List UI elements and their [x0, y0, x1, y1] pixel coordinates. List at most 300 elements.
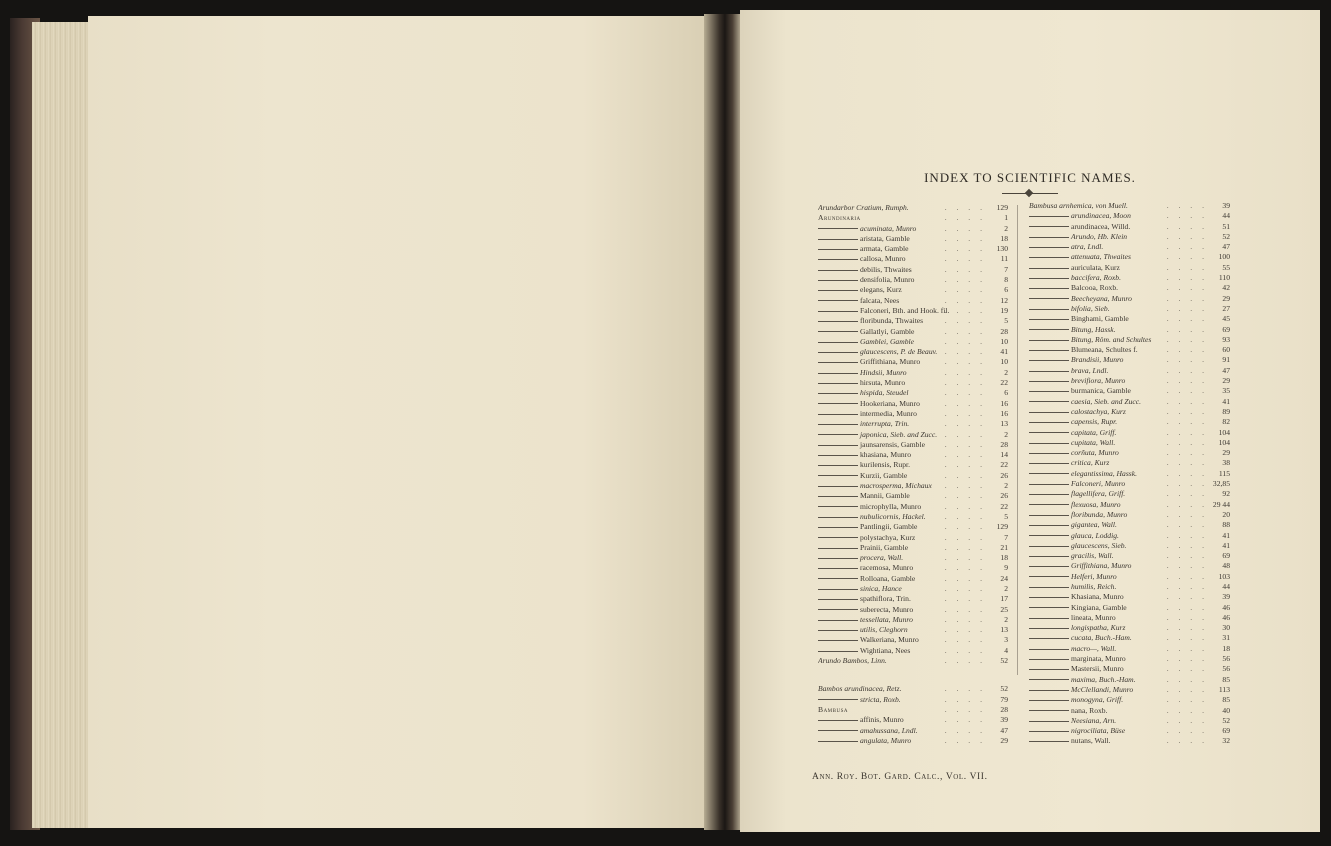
- index-entry: [1029, 706, 1230, 716]
- index-entry: [818, 605, 1008, 615]
- page-number: 1: [1004, 213, 1008, 223]
- leader-dots: . . . .: [1166, 684, 1208, 694]
- index-entry: [818, 625, 1008, 635]
- ditto-dash: [1029, 535, 1069, 536]
- index-entry: [1029, 572, 1230, 582]
- page-number: 10: [1000, 336, 1008, 346]
- page-number: 41: [1000, 347, 1008, 357]
- page-number: 28: [1000, 704, 1008, 714]
- leader-dots: . . . .: [944, 419, 986, 429]
- index-entry: [1029, 263, 1230, 273]
- ditto-dash: [818, 630, 858, 631]
- ditto-dash: [1029, 412, 1069, 413]
- index-entry: [818, 430, 1008, 440]
- index-entry: [1029, 623, 1230, 633]
- entry-name: Arundo, Hb. Klein: [1071, 231, 1128, 241]
- page-number: 46: [1222, 602, 1230, 612]
- index-entry: [1029, 335, 1230, 345]
- page-number: 4: [1004, 645, 1008, 655]
- entry-name: Balcooa, Roxb.: [1071, 283, 1119, 293]
- ditto-dash: [1029, 607, 1069, 608]
- page-number: 5: [1004, 511, 1008, 521]
- entry-name: baccifera, Roxb.: [1071, 273, 1121, 283]
- leader-dots: . . . .: [1166, 365, 1208, 375]
- leader-dots: . . . .: [944, 725, 986, 735]
- index-entry: [818, 574, 1008, 584]
- page-number: 27: [1222, 303, 1230, 313]
- page-number: 38: [1222, 458, 1230, 468]
- page-number: 17: [1000, 594, 1008, 604]
- page-number: 22: [1000, 460, 1008, 470]
- leader-dots: . . . .: [944, 522, 986, 532]
- page-number: 47: [1000, 725, 1008, 735]
- leader-dots: . . . .: [944, 656, 986, 666]
- page-number: 41: [1222, 396, 1230, 406]
- page-number: 56: [1222, 654, 1230, 664]
- entry-name: Falconeri, Bth. and Hook. fil.: [860, 305, 950, 315]
- ditto-dash: [818, 280, 858, 281]
- index-entry: [818, 234, 1008, 244]
- right-page: [740, 10, 1320, 832]
- entry-name: maxima, Buch.-Ham.: [1071, 674, 1136, 684]
- entry-name: McClellandi, Munro: [1071, 684, 1134, 694]
- entry-name: Hindsii, Munro: [860, 367, 907, 377]
- entry-name: Beecheyana, Munro: [1071, 293, 1132, 303]
- ditto-dash: [1029, 741, 1069, 742]
- index-entry: [1029, 500, 1230, 510]
- index-entry: [818, 275, 1008, 285]
- page-number: 18: [1222, 643, 1230, 653]
- index-entry: [1029, 582, 1230, 592]
- index-entry: [818, 440, 1008, 450]
- leader-dots: . . . .: [1166, 509, 1208, 519]
- ditto-dash: [1029, 340, 1069, 341]
- entry-name: spathiflora, Trin.: [860, 594, 911, 604]
- page-number: 9: [1004, 563, 1008, 573]
- ditto-dash: [818, 568, 858, 569]
- ditto-dash: [1029, 710, 1069, 711]
- leader-dots: . . . .: [944, 481, 986, 491]
- leader-dots: . . . .: [1166, 262, 1208, 272]
- entry-name: gigantea, Wall.: [1071, 520, 1117, 530]
- page-number: 32,85: [1212, 479, 1230, 489]
- leader-dots: . . . .: [1166, 633, 1208, 643]
- page-number: 2: [1004, 429, 1008, 439]
- ditto-dash: [818, 352, 858, 353]
- leader-dots: . . . .: [1166, 623, 1208, 633]
- page-number: 39: [1222, 201, 1230, 210]
- entry-name: attenuata, Thwaites: [1071, 252, 1131, 262]
- ditto-dash: [818, 640, 858, 641]
- entry-name: nutans, Wall.: [1071, 736, 1111, 746]
- ditto-dash: [1029, 659, 1069, 660]
- page-number: 39: [1000, 715, 1008, 725]
- page-number: 104: [1218, 427, 1230, 437]
- entry-name: Griffithiana, Munro: [860, 357, 921, 367]
- entry-name: Hookeriana, Munro: [860, 398, 920, 408]
- entry-name: racemosa, Munro: [860, 563, 914, 573]
- leader-dots: . . . .: [1166, 705, 1208, 715]
- ditto-dash: [1029, 463, 1069, 464]
- leader-dots: . . . .: [944, 264, 986, 274]
- index-entry: [1029, 438, 1230, 448]
- page-number: 31: [1222, 633, 1230, 643]
- entry-name: macrosperma, Michaux: [860, 481, 932, 491]
- index-entry: [1029, 510, 1230, 520]
- index-entry: [818, 684, 1008, 694]
- ditto-dash: [1029, 473, 1069, 474]
- entry-name: flexuosa, Munro: [1071, 499, 1121, 509]
- leader-dots: . . . .: [1166, 201, 1208, 210]
- entry-name: Gallatlyi, Gamble: [860, 326, 915, 336]
- index-entry: [818, 316, 1008, 326]
- entry-name: sinica, Hance: [860, 583, 902, 593]
- ditto-dash: [818, 373, 858, 374]
- leader-dots: . . . .: [944, 715, 986, 725]
- index-entry: [818, 543, 1008, 553]
- page-number: 104: [1218, 437, 1230, 447]
- leader-dots: . . . .: [1166, 448, 1208, 458]
- page-number: 69: [1222, 551, 1230, 561]
- ditto-dash: [1029, 679, 1069, 680]
- page-number: 85: [1222, 695, 1230, 705]
- entry-name: burmanica, Gamble: [1071, 386, 1131, 396]
- index-entry: [818, 265, 1008, 275]
- index-entry: [1029, 355, 1230, 365]
- entry-name: capensis, Rupr.: [1071, 417, 1118, 427]
- entry-name: Griffithiana, Munro: [1071, 561, 1132, 571]
- page-number: 10: [1000, 357, 1008, 367]
- entry-name: nigrociliata, Büse: [1071, 726, 1126, 736]
- leader-dots: . . . .: [1166, 654, 1208, 664]
- entry-name: microphylla, Munro: [860, 501, 922, 511]
- entry-name: jaunsarensis, Gamble: [860, 439, 925, 449]
- entry-name: Pantlingii, Gamble: [860, 522, 918, 532]
- title-ornament: [1025, 189, 1033, 197]
- index-entry: [1029, 489, 1230, 499]
- leader-dots: . . . .: [1166, 345, 1208, 355]
- ditto-dash: [1029, 329, 1069, 330]
- ditto-dash: [818, 558, 858, 559]
- leader-dots: . . . .: [1166, 386, 1208, 396]
- leader-dots: . . . .: [944, 553, 986, 563]
- leader-dots: . . . .: [944, 429, 986, 439]
- leader-dots: . . . .: [944, 203, 986, 212]
- index-entry: [1029, 376, 1230, 386]
- entry-name: kurilensis, Rupr.: [860, 460, 910, 470]
- page-number: 42: [1222, 283, 1230, 293]
- ditto-dash: [1029, 319, 1069, 320]
- index-entry: [1029, 531, 1230, 541]
- page-number: 22: [1000, 501, 1008, 511]
- page-number: 129: [996, 522, 1008, 532]
- ditto-dash: [818, 537, 858, 538]
- ditto-dash: [818, 331, 858, 332]
- page-number: 5: [1004, 316, 1008, 326]
- page-number: 21: [1000, 542, 1008, 552]
- page-number: 56: [1222, 664, 1230, 674]
- entry-name: corñuta, Munro: [1071, 448, 1119, 458]
- leader-dots: . . . .: [1166, 458, 1208, 468]
- leader-dots: . . . .: [1166, 231, 1208, 241]
- entry-name: Arundinaria: [818, 213, 861, 223]
- book-gutter: [704, 14, 742, 830]
- index-entry: [1029, 675, 1230, 685]
- page-number: 88: [1222, 520, 1230, 530]
- index-entry: [818, 357, 1008, 367]
- entry-name: callosa, Munro: [860, 254, 906, 264]
- leader-dots: . . . .: [1166, 355, 1208, 365]
- page-number: 7: [1004, 532, 1008, 542]
- page-number: 16: [1000, 398, 1008, 408]
- entry-name: marginata, Munro: [1071, 654, 1126, 664]
- page-number: 25: [1000, 604, 1008, 614]
- ditto-dash: [818, 383, 858, 384]
- entry-name: glaucescens, P. de Beauv.: [860, 347, 938, 357]
- page-number: 40: [1222, 705, 1230, 715]
- index-entry: [1029, 252, 1230, 262]
- ditto-dash: [818, 424, 858, 425]
- leader-dots: . . . .: [944, 347, 986, 357]
- index-entry: [1029, 654, 1230, 664]
- index-entry: [818, 213, 1008, 223]
- index-entry: [1029, 304, 1230, 314]
- ditto-dash: [1029, 432, 1069, 433]
- leader-dots: . . . .: [1166, 530, 1208, 540]
- index-entry: [1029, 345, 1230, 355]
- page-number: 26: [1000, 491, 1008, 501]
- entry-name: bifolia, Sieb.: [1071, 303, 1110, 313]
- entry-name: amahussana, Lndl.: [860, 725, 918, 735]
- index-entry: [1029, 366, 1230, 376]
- page-number: 47: [1222, 242, 1230, 252]
- leader-dots: . . . .: [944, 470, 986, 480]
- index-entry: [818, 368, 1008, 378]
- page-number: 48: [1222, 561, 1230, 571]
- ditto-dash: [818, 730, 858, 731]
- index-entry: [818, 296, 1008, 306]
- page-number: 44: [1222, 211, 1230, 221]
- ditto-dash: [1029, 576, 1069, 577]
- entry-name: arundinacea, Willd.: [1071, 221, 1131, 231]
- ditto-dash: [818, 548, 858, 549]
- index-entry: [818, 285, 1008, 295]
- leader-dots: . . . .: [1166, 540, 1208, 550]
- index-entry: [818, 481, 1008, 491]
- index-entry: [1029, 716, 1230, 726]
- index-entry: [818, 203, 1008, 213]
- entry-name: calostachya, Kurz: [1071, 406, 1126, 416]
- entry-name: flagellifera, Griff.: [1071, 489, 1126, 499]
- entry-name: brava, Lndl.: [1071, 365, 1109, 375]
- index-gap: [818, 666, 1008, 684]
- leader-dots: . . . .: [1166, 417, 1208, 427]
- entry-name: polystachya, Kurz: [860, 532, 916, 542]
- ditto-dash: [1029, 257, 1069, 258]
- ditto-dash: [818, 445, 858, 446]
- ditto-dash: [1029, 638, 1069, 639]
- leader-dots: . . . .: [944, 326, 986, 336]
- leader-dots: . . . .: [1166, 293, 1208, 303]
- ditto-dash: [818, 321, 858, 322]
- index-entry: [1029, 386, 1230, 396]
- index-entry: [818, 563, 1008, 573]
- ditto-dash: [1029, 401, 1069, 402]
- ditto-dash: [818, 475, 858, 476]
- ditto-dash: [818, 311, 858, 312]
- ditto-dash: [1029, 628, 1069, 629]
- ditto-dash: [1029, 298, 1069, 299]
- page-number: 7: [1004, 264, 1008, 274]
- leader-dots: . . . .: [1166, 324, 1208, 334]
- index-entry: [818, 594, 1008, 604]
- entry-name: floribunda, Thwaites: [860, 316, 924, 326]
- entry-name: acuminata, Munro: [860, 223, 917, 233]
- index-entry: [1029, 664, 1230, 674]
- index-entry: [818, 736, 1008, 746]
- ditto-dash: [818, 259, 858, 260]
- leader-dots: . . . .: [944, 594, 986, 604]
- ditto-dash: [818, 403, 858, 404]
- entry-name: caesia, Sieb. and Zucc.: [1071, 396, 1142, 406]
- index-entry: [1029, 561, 1230, 571]
- ditto-dash: [1029, 360, 1069, 361]
- ditto-dash: [1029, 721, 1069, 722]
- index-entry: [818, 656, 1008, 666]
- entry-name: stricta, Roxb.: [860, 694, 901, 704]
- leader-dots: . . . .: [944, 285, 986, 295]
- entry-name: humilis, Reich.: [1071, 581, 1117, 591]
- index-entry: [818, 695, 1008, 705]
- page-number: 2: [1004, 223, 1008, 233]
- ditto-dash: [1029, 247, 1069, 248]
- page-number: 3: [1004, 635, 1008, 645]
- index-entry: [1029, 458, 1230, 468]
- leader-dots: . . . .: [944, 635, 986, 645]
- index-entry: [818, 705, 1008, 715]
- page-number: 113: [1218, 684, 1230, 694]
- page-number: 6: [1004, 285, 1008, 295]
- ditto-dash: [1029, 391, 1069, 392]
- leader-dots: . . . .: [1166, 581, 1208, 591]
- leader-dots: . . . .: [944, 614, 986, 624]
- ditto-dash: [818, 465, 858, 466]
- entry-name: debilis, Thwaites: [860, 264, 912, 274]
- leader-dots: . . . .: [944, 223, 986, 233]
- index-entry: [818, 491, 1008, 501]
- leader-dots: . . . .: [944, 378, 986, 388]
- leader-dots: . . . .: [944, 275, 986, 285]
- leader-dots: . . . .: [1166, 612, 1208, 622]
- page-number: 130: [996, 244, 1008, 254]
- entry-name: Brandisii, Munro: [1071, 355, 1124, 365]
- leader-dots: . . . .: [1166, 643, 1208, 653]
- page-number: 85: [1222, 674, 1230, 684]
- entry-name: Walkeriana, Munro: [860, 635, 919, 645]
- ditto-dash: [818, 496, 858, 497]
- ditto-dash: [818, 290, 858, 291]
- page-number: 2: [1004, 583, 1008, 593]
- entry-name: capitata, Griff.: [1071, 427, 1117, 437]
- page-number: 46: [1222, 612, 1230, 622]
- ditto-dash: [818, 393, 858, 394]
- ditto-dash: [1029, 690, 1069, 691]
- ditto-dash: [1029, 515, 1069, 516]
- entry-name: brevifiora, Munro: [1071, 376, 1126, 386]
- index-entry: [818, 471, 1008, 481]
- entry-name: falcata, Nees: [860, 295, 900, 305]
- page-number: 52: [1222, 715, 1230, 725]
- page-number: 41: [1222, 530, 1230, 540]
- page-number: 13: [1000, 625, 1008, 635]
- page-number: 129: [996, 203, 1008, 212]
- leader-dots: . . . .: [944, 735, 986, 745]
- page-number: 29: [1222, 376, 1230, 386]
- ditto-dash: [1029, 422, 1069, 423]
- leader-dots: . . . .: [944, 213, 986, 223]
- leader-dots: . . . .: [1166, 437, 1208, 447]
- entry-name: armata, Gamble: [860, 244, 909, 254]
- page-number: 52: [1000, 656, 1008, 666]
- page-number: 92: [1222, 489, 1230, 499]
- ditto-dash: [818, 506, 858, 507]
- leader-dots: . . . .: [1166, 664, 1208, 674]
- index-entry: [1029, 407, 1230, 417]
- ditto-dash: [1029, 566, 1069, 567]
- leader-dots: . . . .: [944, 694, 986, 704]
- ditto-dash: [818, 434, 858, 435]
- leader-dots: . . . .: [1166, 283, 1208, 293]
- page-number: 30: [1222, 623, 1230, 633]
- index-entry: [818, 399, 1008, 409]
- leader-dots: . . . .: [944, 408, 986, 418]
- ditto-dash: [1029, 237, 1069, 238]
- page-number: 12: [1000, 295, 1008, 305]
- index-entry: [1029, 633, 1230, 643]
- page-number: 29: [1222, 448, 1230, 458]
- index-entry: [1029, 644, 1230, 654]
- leader-dots: . . . .: [944, 563, 986, 573]
- ditto-dash: [1029, 597, 1069, 598]
- leader-dots: . . . .: [1166, 520, 1208, 530]
- leader-dots: . . . .: [1166, 427, 1208, 437]
- index-entry: [1029, 613, 1230, 623]
- page-number: 93: [1222, 334, 1230, 344]
- entry-name: hispida, Steudel: [860, 388, 909, 398]
- leader-dots: . . . .: [1166, 551, 1208, 561]
- index-entry: [818, 646, 1008, 656]
- leader-dots: . . . .: [944, 254, 986, 264]
- leader-dots: . . . .: [944, 460, 986, 470]
- index-entry: [1029, 736, 1230, 746]
- page-number: 19: [1000, 305, 1008, 315]
- index-entry: [818, 347, 1008, 357]
- leader-dots: . . . .: [944, 367, 986, 377]
- index-entry: [1029, 242, 1230, 252]
- leader-dots: . . . .: [944, 542, 986, 552]
- leader-dots: . . . .: [1166, 479, 1208, 489]
- entry-name: khasiana, Munro: [860, 450, 912, 460]
- entry-name: cucata, Buch.-Ham.: [1071, 633, 1132, 643]
- leader-dots: . . . .: [1166, 303, 1208, 313]
- index-entry: [1029, 294, 1230, 304]
- ditto-dash: [1029, 443, 1069, 444]
- ditto-dash: [1029, 278, 1069, 279]
- index-entry: [1029, 695, 1230, 705]
- entry-name: arundinacea, Moon: [1071, 211, 1131, 221]
- index-entry: [818, 584, 1008, 594]
- page-title: INDEX TO SCIENTIFIC NAMES.: [924, 170, 1136, 185]
